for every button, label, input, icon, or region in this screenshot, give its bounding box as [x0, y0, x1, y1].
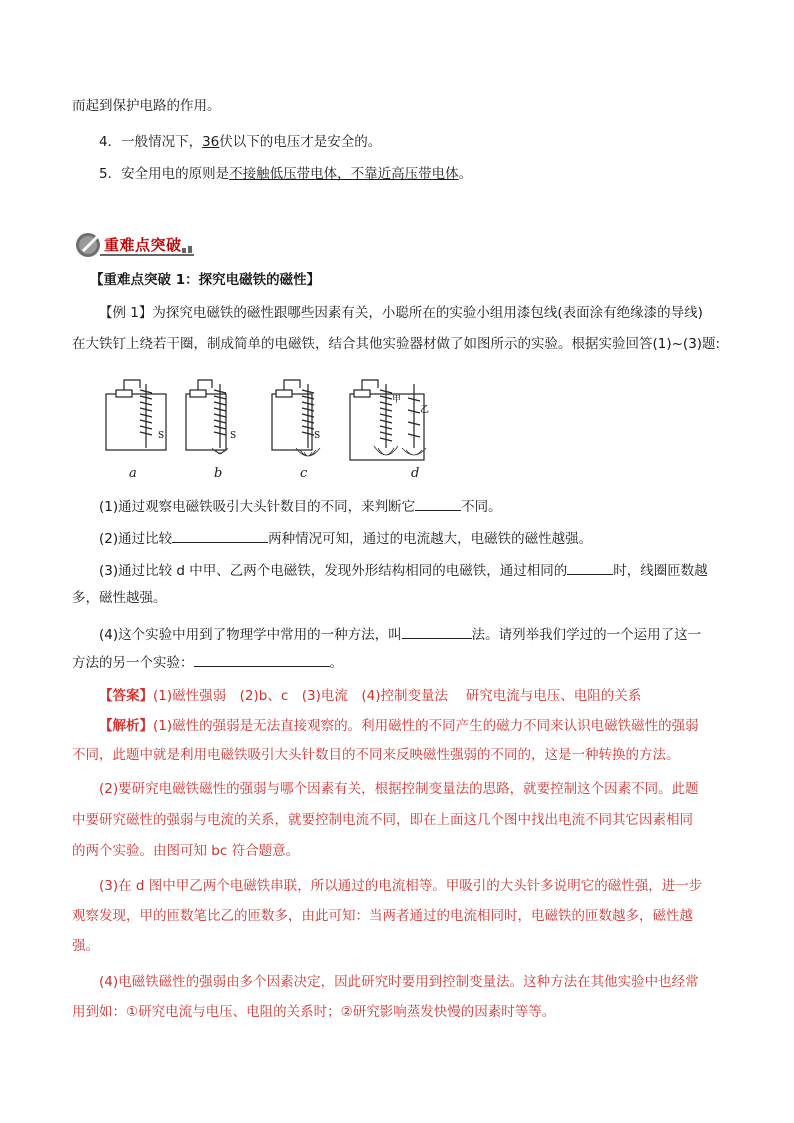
text-seg: 不同。 [461, 499, 502, 515]
figure-label: b [214, 466, 223, 481]
text-seg: 4．一般情况下， [99, 134, 203, 150]
text-seg: 。 [329, 655, 343, 671]
analysis-line: 不同，此题中就是利用电磁铁吸引大头针数目的不同来反映磁性强弱的不同的，这是一种转换的方法。 [72, 747, 680, 763]
analysis-line: 的两个实验。由图可知 bc 符合题意。 [72, 843, 300, 859]
switch-label: S [158, 431, 165, 441]
text-line [99, 132, 381, 152]
switch-label: S [230, 431, 237, 441]
text-seg: (4)这个实验中用到了物理学中常用的一种方法，叫 [99, 627, 402, 643]
figure-label: a [129, 466, 137, 481]
analysis-line: (3)在 d 图中甲乙两个电磁铁串联，所以通过的电流相等。甲吸引的大头针多说明它的磁性强，进一步 [99, 878, 703, 894]
coil-label: 乙 [420, 405, 430, 415]
text-line: 多，磁性越强。 [72, 590, 167, 606]
question [99, 528, 592, 549]
question [99, 560, 708, 581]
text-seg: 伏以下的电压才是安全的。 [219, 134, 382, 150]
badge-label: 重难点突破 [104, 236, 182, 254]
analysis-line: 观察发现，甲的匝数笔比乙的匝数多，由此可知：当两者通过的电流相同时，电磁铁的匝数越多，磁性越 [72, 908, 693, 924]
question [72, 652, 343, 673]
fill-blank[interactable] [172, 528, 268, 543]
underlined-answer: 不接触低压带电体，不靠近高压带电体 [229, 166, 459, 182]
section-heading: 【重难点突破 1：探究电磁铁的磁性】 [90, 272, 321, 288]
analysis-line [99, 716, 699, 736]
text-line [99, 164, 472, 184]
text-seg: 两种情况可知，通过的电流越大，电磁铁的磁性越强。 [268, 531, 593, 547]
question [99, 496, 502, 517]
fill-blank[interactable] [415, 496, 461, 511]
answer-text: (1)磁性强弱 (2)b、c (3)电流 (4)控制变量法 研究电流与电压、电阻的关系 [153, 688, 642, 704]
text-seg: 5．安全用电的原则是 [99, 166, 230, 182]
fill-blank[interactable] [567, 560, 613, 575]
text-seg: 。 [458, 166, 473, 182]
text-line: 【例 1】为探究电磁铁的磁性跟哪些因素有关，小聪所在的实验小组用漆包线(表面涂有绝缘漆的导线) [99, 305, 703, 321]
analysis-line: 强。 [72, 938, 99, 954]
coil-label: 甲 [392, 395, 402, 405]
analysis-line: (2)要研究电磁铁磁性的强弱与哪个因素有关，根据控制变量法的思路，就要控制这个因素不同。此题 [99, 781, 699, 797]
figure-label: c [300, 466, 308, 481]
text-seg: (2)通过比较 [99, 531, 173, 547]
text-seg: 时，线圈匝数越 [613, 563, 708, 579]
fill-blank[interactable] [402, 624, 472, 639]
figure-label: d [411, 466, 420, 481]
text-seg: 方法的另一个实验： [72, 655, 194, 671]
text-seg: (3)通过比较 d 中甲、乙两个电磁铁，发现外形结构相同的电磁铁，通过相同的 [99, 563, 568, 579]
question [99, 624, 701, 645]
analysis-line: 中要研究磁性的强弱与电流的关系，就要控制电流不同，即在上面这几个图中找出电流不同其它因素相同 [72, 812, 693, 828]
text-seg: (1)通过观察电磁铁吸引大头针数目的不同，来判断它 [99, 499, 416, 515]
text-seg: 法。请列举我们学过的一个运用了这一 [471, 627, 702, 643]
text-line: 在大铁钉上绕若干圈，制成简单的电磁铁，结合其他实验器材做了如图所示的实验。根据实验回答(1)~(3)题: [72, 336, 721, 352]
underlined-answer: 36 [202, 134, 220, 150]
switch-label: S [314, 431, 321, 441]
circuit-diagram [100, 364, 440, 484]
fill-blank[interactable] [194, 652, 330, 667]
section-badge [74, 228, 196, 262]
answer-line [99, 686, 641, 706]
text-line: 而起到保护电路的作用。 [72, 98, 221, 114]
analysis-label: 【解析】 [99, 718, 153, 734]
analysis-line: 用到如：①研究电流与电压、电阻的关系时；②研究影响蒸发快慢的因素时等等。 [72, 1004, 556, 1020]
text-seg: (1)磁性的强弱是无法直接观察的。利用磁性的不同产生的磁力不同来认识电磁铁磁性的强弱 [153, 718, 699, 734]
answer-label: 【答案】 [99, 688, 153, 704]
analysis-line: (4)电磁铁磁性的强弱由多个因素决定，因此研究时要用到控制变量法。这种方法在其他实验中也经常 [99, 974, 699, 990]
